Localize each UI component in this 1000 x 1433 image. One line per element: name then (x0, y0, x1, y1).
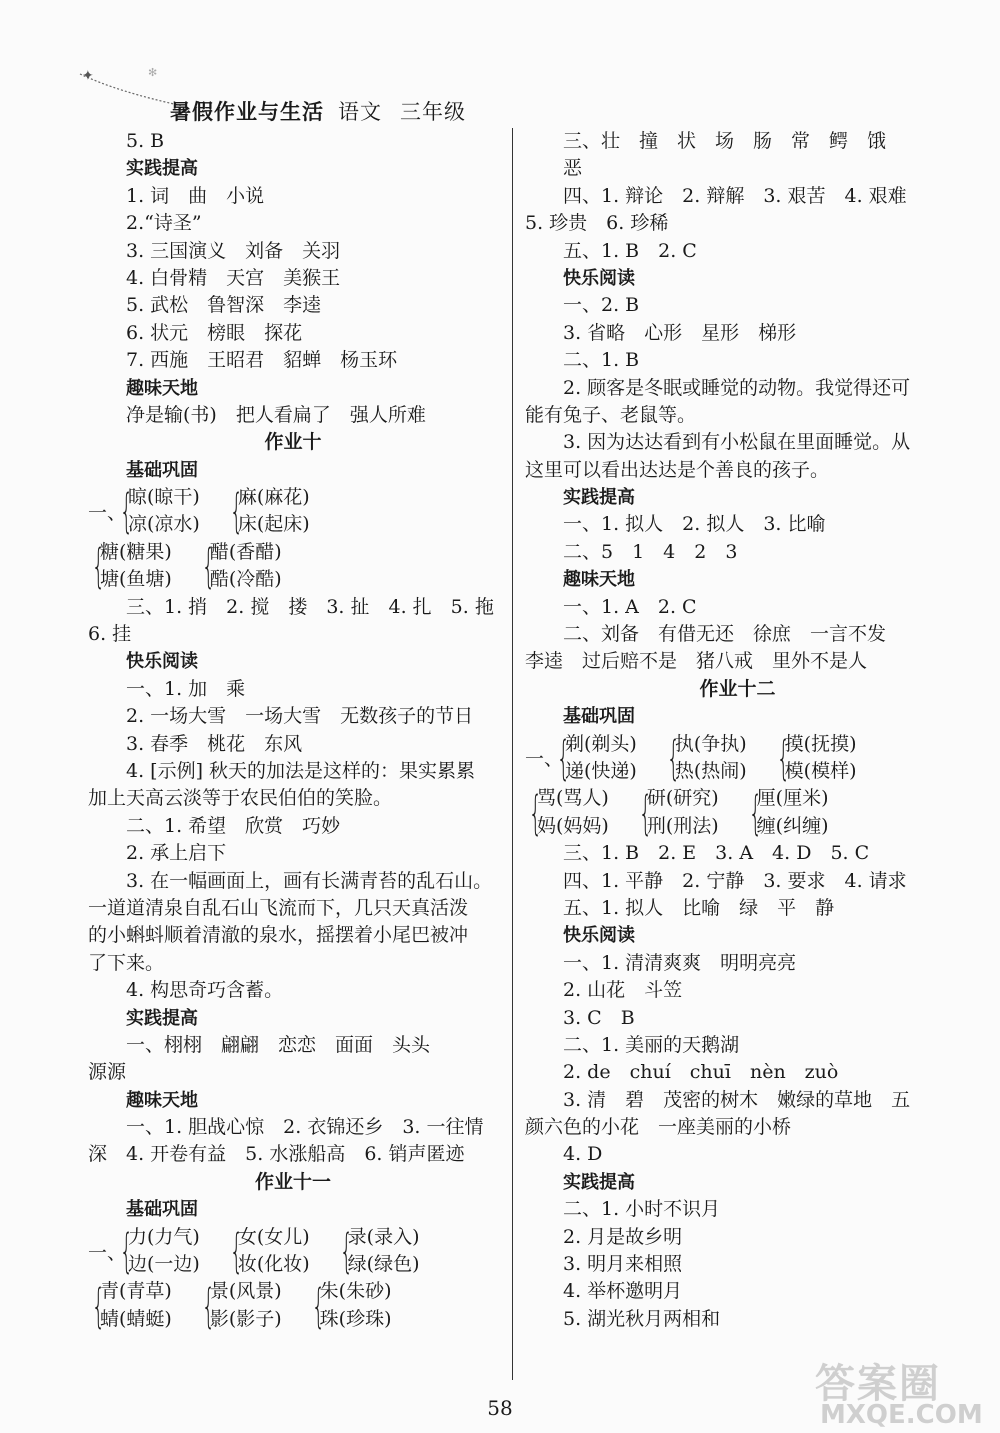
answer-line: 6. 挂 (88, 623, 132, 646)
answer-line: 二、1. B (563, 349, 640, 372)
word-entry: 凉(凉水) (128, 513, 200, 536)
word-entry: 骂(骂人) (537, 787, 609, 810)
answer-line: 了下来。 (88, 951, 165, 974)
answer-line: 二、5 1 4 2 3 (563, 540, 738, 563)
answer-line: 恶 (563, 157, 583, 180)
watermark-url: MXQE.COM (820, 1400, 983, 1430)
word-entry: 录(录入) (347, 1225, 420, 1248)
brace-pair (663, 731, 747, 786)
answer-line: 一、1. 清清爽爽 明明亮亮 (563, 951, 797, 974)
word-entry: 妈(妈妈) (537, 814, 609, 837)
brace-icon: { (748, 785, 762, 840)
brace-icon: { (339, 1224, 353, 1279)
brace-pair (198, 539, 282, 594)
brace-icon: { (91, 1278, 106, 1333)
word-group (88, 539, 498, 594)
brace-pair (116, 1224, 200, 1279)
svg-text:✻: ✻ (148, 66, 158, 79)
answer-line: 一、1. 拟人 2. 拟人 3. 比喻 (563, 513, 826, 536)
answer-line: 三、壮 撞 状 场 肠 常 鳄 饿 (563, 130, 887, 152)
answer-line: 5. 珍贵 6. 珍稀 (525, 212, 669, 235)
word-entry: 妆(化妆) (237, 1253, 310, 1276)
brace-pair (336, 1224, 420, 1279)
word-entry: 边(一边) (128, 1253, 200, 1276)
brace-pair (773, 731, 857, 786)
answer-line: 二、1. 希望 欣赏 巧妙 (126, 814, 341, 837)
word-entry: 醋(香醋) (209, 540, 282, 563)
brace-pair (198, 1278, 282, 1333)
answer-line: 4. 举杯邀明月 (563, 1280, 683, 1303)
brace-icon: { (91, 539, 106, 594)
answer-line: 3. 明月来相照 (563, 1253, 683, 1276)
word-entry: 递(快递) (565, 760, 637, 782)
answer-line: 3. C B (563, 1006, 635, 1029)
section-heading: 基础巩固 (126, 459, 198, 481)
brace-icon: { (119, 1224, 134, 1279)
assignment-title: 作业十 (264, 431, 322, 454)
word-entry: 蜻(蜻蜓) (100, 1307, 172, 1330)
word-entry: 执(争执) (674, 732, 747, 755)
section-heading: 实践提高 (126, 158, 198, 180)
word-entry: 热(热闹) (674, 760, 747, 782)
word-entry: 珠(珍珠) (319, 1307, 392, 1330)
page-number: 58 (487, 1396, 513, 1420)
answer-line: 3. 春季 桃花 东风 (126, 732, 303, 755)
answer-line: 源源 (88, 1061, 127, 1084)
answer-line: 一、1. 加 乘 (126, 677, 246, 700)
book-title: 暑假作业与生活 (170, 100, 324, 124)
word-entry: 晾(晾干) (128, 486, 200, 509)
answer-line: 一、1. A 2. C (563, 595, 697, 618)
answer-line: 3. 三国演义 刘备 关羽 (126, 239, 341, 262)
svg-text:✦: ✦ (82, 68, 94, 84)
brace-pair (745, 785, 829, 840)
word-entry: 糖(糖果) (100, 540, 172, 563)
answer-line: 3. 因为达达看到有小松鼠在里面睡觉。从 (563, 431, 911, 454)
answer-line: 2. 一场大雪 一场大雪 无数孩子的节日 (126, 705, 474, 728)
answer-line: 4. D (563, 1143, 603, 1166)
section-heading: 趣味天地 (563, 569, 635, 591)
section-heading: 基础巩固 (126, 1199, 198, 1221)
group-prefix: 一、 (88, 501, 127, 524)
section-heading: 实践提高 (563, 1171, 635, 1193)
answer-line: 2.“诗圣” (126, 212, 202, 235)
word-entry: 床(起床) (237, 513, 310, 536)
answer-line: 4. 构思奇巧含蓄。 (126, 979, 284, 1002)
answer-line: 3. 在一幅画面上，画有长满青苔的乱石山。 (126, 869, 493, 892)
brace-pair (226, 1224, 310, 1279)
answer-line: 颜六色的小花 一座美丽的小桥 (525, 1116, 792, 1139)
word-entry: 青(青草) (100, 1280, 172, 1303)
word-entry: 摸(抚摸) (784, 732, 857, 755)
answer-line: 4. 白骨精 天宫 美猴王 (126, 266, 341, 289)
answer-line: 四、1. 平静 2. 宁静 3. 要求 4. 请求 (563, 869, 907, 892)
brace-icon: { (229, 1224, 243, 1279)
answer-line: 李逵 过后赔不是 猪八戒 里外不是人 (525, 650, 868, 673)
section-heading: 趣味天地 (126, 1089, 198, 1111)
brace-pair (226, 484, 310, 539)
section-heading: 基础巩固 (563, 706, 635, 728)
answer-line: 5. 湖光秋月两相和 (563, 1307, 721, 1330)
answer-line: 这里可以看出达达是个善良的孩子。 (525, 458, 830, 481)
header-title (170, 96, 466, 126)
answer-line: 2. 承上启下 (126, 842, 227, 865)
answer-line: 7. 西施 王昭君 貂蝉 杨玉环 (126, 349, 398, 372)
answer-line: 一道道清泉自乱石山飞流而下，几只天真活泼 (88, 896, 469, 919)
word-group (525, 785, 950, 840)
word-group (88, 1278, 498, 1333)
answer-line: 6. 状元 榜眼 探花 (126, 321, 303, 344)
answer-line: 五、1. 拟人 比喻 绿 平 静 (563, 896, 835, 919)
word-entry: 剃(剃头) (565, 732, 637, 755)
answer-line: 5. 武松 鲁智深 李逵 (126, 294, 322, 317)
answer-line: 一、1. 胆战心惊 2. 衣锦还乡 3. 一往情 (126, 1116, 484, 1139)
answer-line: 5. B (126, 130, 165, 152)
word-entry: 模(模样) (784, 760, 857, 782)
answer-line: 三、1. B 2. E 3. A 4. D 5. C (563, 842, 870, 865)
answer-line: 二、刘备 有借无还 徐庶 一言不发 (563, 623, 887, 646)
word-entry: 景(风景) (209, 1280, 282, 1303)
word-entry: 塘(鱼塘) (100, 568, 172, 591)
answer-line: 2. 顾客是冬眠或睡觉的动物。我觉得还可 (563, 376, 911, 399)
brace-pair (308, 1278, 392, 1333)
watermark-logo: 答案圈 (815, 1361, 941, 1407)
brace-icon: { (528, 785, 543, 840)
brace-icon: { (556, 731, 571, 785)
section-heading: 快乐阅读 (126, 651, 198, 673)
section-heading: 趣味天地 (126, 377, 198, 399)
answer-line: 净是输(书) 把人看扁了 强人所难 (126, 403, 426, 426)
group-prefix: 一、 (88, 1241, 127, 1264)
word-entry: 朱(朱砂) (319, 1280, 392, 1303)
word-entry: 缠(纠缠) (756, 814, 829, 837)
assignment-title: 作业十一 (254, 1170, 331, 1193)
answer-line: 一、栩栩 翩翩 恋恋 面面 头头 (126, 1033, 431, 1056)
left-column (88, 128, 498, 1333)
word-entry: 酷(冷酷) (209, 568, 282, 591)
brace-pair (525, 785, 609, 840)
answer-line: 2. 月是故乡明 (563, 1225, 683, 1248)
section-heading: 快乐阅读 (563, 267, 635, 289)
answer-line: 四、1. 辩论 2. 辩解 3. 艰苦 4. 艰难 (563, 184, 907, 207)
word-entry: 刑(刑法) (646, 814, 719, 837)
word-entry: 力(力气) (128, 1225, 200, 1248)
section-heading: 快乐阅读 (563, 925, 635, 947)
answer-line: 3. 省略 心形 星形 梯形 (563, 321, 797, 344)
answer-line: 加上天高云淡等于农民伯伯的笑脸。 (88, 787, 393, 810)
brace-icon: { (666, 731, 680, 785)
answer-line: 4. [示例] 秋天的加法是这样的：果实累累 (126, 760, 476, 783)
answer-line: 深 4. 开卷有益 5. 水涨船高 6. 销声匿迹 (88, 1143, 465, 1166)
answer-line: 五、1. B 2. C (563, 239, 697, 262)
brace-icon: { (311, 1278, 325, 1333)
brace-icon: { (201, 539, 215, 594)
brace-pair (88, 1278, 172, 1333)
brace-pair (553, 731, 637, 786)
word-entry: 绿(绿色) (347, 1253, 420, 1276)
brace-icon: { (776, 731, 790, 785)
word-entry: 麻(麻花) (237, 486, 310, 509)
answer-line: 能有兔子、老鼠等。 (525, 403, 697, 426)
brace-pair (116, 484, 200, 539)
word-entry: 研(研究) (646, 787, 719, 810)
answer-line: 2. 山花 斗笠 (563, 979, 683, 1002)
word-entry: 女(女儿) (237, 1225, 310, 1248)
answer-line: 一、2. B (563, 294, 640, 317)
section-heading: 实践提高 (126, 1007, 198, 1029)
word-entry: 厘(厘米) (756, 787, 829, 810)
column-divider (512, 128, 513, 1380)
word-group (88, 484, 498, 539)
brace-pair (88, 539, 172, 594)
answer-line: 3. 清 碧 茂密的树木 嫩绿的草地 五 (563, 1088, 911, 1111)
brace-pair (635, 785, 719, 840)
grade-label: 三年级 (400, 100, 466, 124)
word-group (525, 731, 950, 786)
answer-line: 二、1. 小时不识月 (563, 1198, 721, 1221)
brace-icon: { (201, 1278, 215, 1333)
right-column (525, 128, 950, 1333)
answer-line: 的小蝌蚪顺着清澈的泉水，摇摆着小尾巴被冲 (88, 924, 469, 947)
brace-icon: { (119, 484, 134, 539)
brace-icon: { (638, 785, 652, 840)
subject-label: 语文 (338, 100, 382, 124)
answer-line: 2. de chuí chuī nèn zuò (563, 1061, 839, 1084)
brace-icon: { (229, 484, 243, 539)
word-group (88, 1224, 498, 1279)
word-entry: 影(影子) (209, 1307, 282, 1330)
answer-line: 1. 词 曲 小说 (126, 184, 265, 207)
answer-line: 二、1. 美丽的天鹅湖 (563, 1033, 740, 1056)
answer-line: 三、1. 捎 2. 搅 搂 3. 扯 4. 扎 5. 拖 (126, 595, 494, 618)
group-prefix: 一、 (525, 748, 564, 771)
section-heading: 实践提高 (563, 487, 635, 509)
assignment-title: 作业十二 (699, 677, 776, 700)
